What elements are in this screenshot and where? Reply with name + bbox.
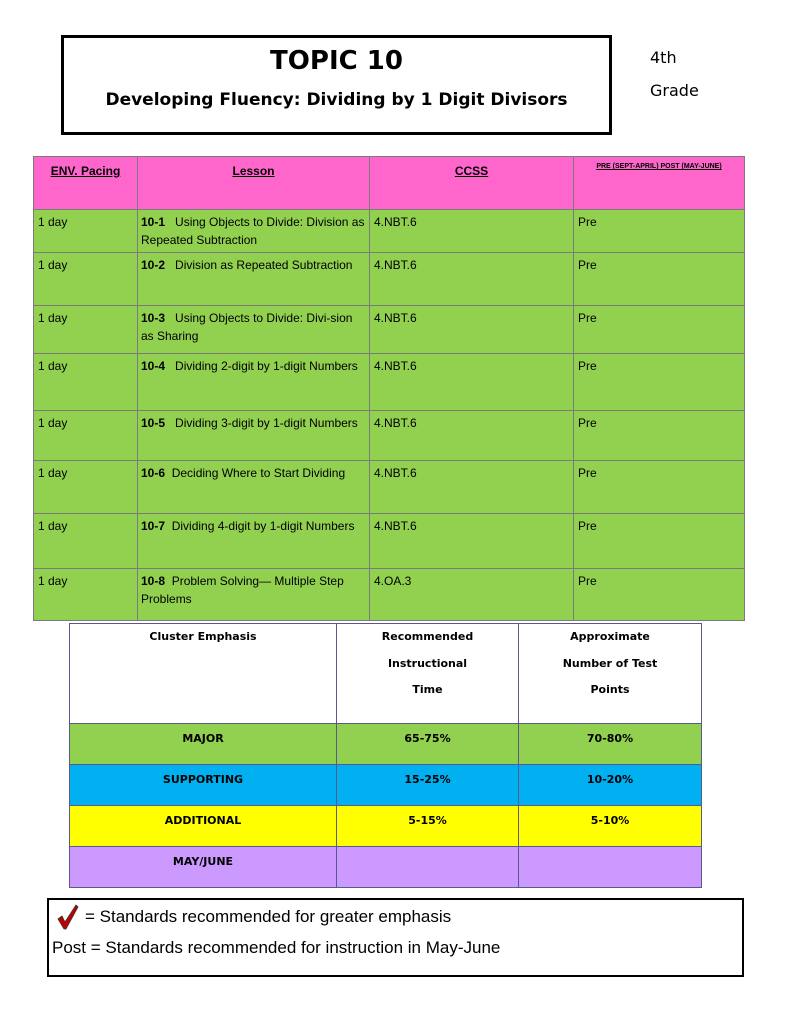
table-row — [34, 210, 745, 253]
prepost-cell: Pre — [574, 411, 745, 461]
lesson-cell — [138, 210, 370, 253]
prepost-cell: Pre — [574, 569, 745, 621]
header-points-line2: Number of Test — [562, 656, 658, 670]
lesson-number: 10-1 — [141, 215, 166, 229]
prepost-cell: Pre — [574, 461, 745, 514]
lessons-table — [33, 156, 745, 621]
red-checkmark-icon — [57, 904, 79, 930]
lesson-cell — [138, 253, 370, 306]
lesson-cell — [138, 569, 370, 621]
cluster-row-additional — [70, 806, 702, 847]
ccss-cell: 4.NBT.6 — [370, 354, 574, 411]
lesson-cell — [138, 461, 370, 514]
lesson-cell — [138, 306, 370, 354]
title-box — [61, 35, 612, 135]
cluster-label: ADDITIONAL — [70, 806, 337, 847]
lesson-number: 10-5 — [141, 416, 166, 430]
lesson-title: Using Objects to Divide: Division as Repeated Subtraction — [141, 215, 365, 247]
cluster-points: 10-20% — [519, 765, 702, 806]
table-row — [34, 569, 745, 621]
table-row — [34, 253, 745, 306]
lesson-title: Dividing 3-digit by 1-digit Numbers — [175, 416, 358, 430]
cluster-label: MAY/JUNE — [70, 847, 337, 888]
legend-emphasis-line — [57, 904, 451, 930]
header-instructional-time — [337, 624, 519, 724]
header-lesson: Lesson — [138, 157, 370, 210]
lesson-number: 10-4 — [141, 359, 166, 373]
topic-title: TOPIC 10 — [270, 46, 403, 76]
pacing-cell: 1 day — [34, 461, 138, 514]
header-prepost: PRE (SEPT-APRIL) POST (MAY-JUNE) — [574, 157, 745, 210]
lessons-header-row — [34, 157, 745, 210]
cluster-points: 5-10% — [519, 806, 702, 847]
header-pacing: ENV. Pacing — [34, 157, 138, 210]
table-row — [34, 306, 745, 354]
pacing-cell: 1 day — [34, 354, 138, 411]
lesson-title: Division as Repeated Subtraction — [175, 258, 353, 272]
legend-box — [47, 898, 744, 977]
prepost-cell: Pre — [574, 253, 745, 306]
cluster-row-supporting — [70, 765, 702, 806]
topic-subtitle: Developing Fluency: Dividing by 1 Digit Divisors — [105, 90, 568, 110]
table-row — [34, 411, 745, 461]
header-time-line1: Recommended — [381, 630, 474, 643]
lesson-title: Problem Solving— Multiple Step Problems — [141, 574, 344, 606]
header-time-line3: Time — [412, 683, 443, 696]
legend-post-text: Post = Standards recommended for instruction in May-June — [52, 938, 501, 957]
header-points-line1: Approximate — [570, 630, 650, 643]
ccss-cell: 4.NBT.6 — [370, 411, 574, 461]
header-points-line3: Points — [590, 683, 630, 696]
cluster-points — [519, 847, 702, 888]
prepost-cell: Pre — [574, 354, 745, 411]
ccss-cell: 4.NBT.6 — [370, 253, 574, 306]
header-test-points — [519, 624, 702, 724]
cluster-emphasis-label: Cluster Emphasis — [149, 630, 257, 643]
lesson-number: 10-2 — [141, 258, 166, 272]
ccss-cell: 4.NBT.6 — [370, 514, 574, 569]
lesson-number: 10-7 — [141, 519, 166, 533]
grade-label: Grade — [650, 81, 699, 100]
lesson-number: 10-8 — [141, 574, 166, 588]
prepost-cell: Pre — [574, 306, 745, 354]
cluster-time — [337, 847, 519, 888]
lesson-title: Dividing 4-digit by 1-digit Numbers — [171, 519, 355, 533]
pacing-cell: 1 day — [34, 569, 138, 621]
prepost-cell: Pre — [574, 210, 745, 253]
cluster-time: 15-25% — [337, 765, 519, 806]
cluster-row-major — [70, 724, 702, 765]
ccss-cell: 4.NBT.6 — [370, 210, 574, 253]
lesson-cell — [138, 411, 370, 461]
table-row — [34, 461, 745, 514]
cluster-emphasis-table — [69, 623, 702, 888]
pacing-cell: 1 day — [34, 253, 138, 306]
pacing-cell: 1 day — [34, 210, 138, 253]
lesson-cell — [138, 514, 370, 569]
ccss-cell: 4.NBT.6 — [370, 461, 574, 514]
pacing-cell: 1 day — [34, 411, 138, 461]
grade-number: 4th — [650, 48, 677, 67]
header-time-line2: Instructional — [387, 656, 468, 670]
cluster-time: 5-15% — [337, 806, 519, 847]
lesson-number: 10-6 — [141, 466, 166, 480]
lesson-cell — [138, 354, 370, 411]
pacing-cell: 1 day — [34, 514, 138, 569]
prepost-cell: Pre — [574, 514, 745, 569]
cluster-header-row — [70, 624, 702, 724]
lesson-title: Dividing 2-digit by 1-digit Numbers — [175, 359, 358, 373]
table-row — [34, 354, 745, 411]
header-ccss: CCSS — [370, 157, 574, 210]
cluster-label: SUPPORTING — [70, 765, 337, 806]
cluster-time: 65-75% — [337, 724, 519, 765]
cluster-label: MAJOR — [70, 724, 337, 765]
header-cluster-emphasis — [70, 624, 337, 724]
lesson-number: 10-3 — [141, 311, 166, 325]
ccss-cell: 4.OA.3 — [370, 569, 574, 621]
lesson-title: Using Objects to Divide: Divi-sion as Sharing — [141, 311, 353, 343]
cluster-row-may-june — [70, 847, 702, 888]
legend-emphasis-text: = Standards recommended for greater emphasis — [85, 907, 452, 926]
lesson-title: Deciding Where to Start Dividing — [171, 466, 346, 480]
pacing-cell: 1 day — [34, 306, 138, 354]
table-row — [34, 514, 745, 569]
ccss-cell: 4.NBT.6 — [370, 306, 574, 354]
cluster-points: 70-80% — [519, 724, 702, 765]
